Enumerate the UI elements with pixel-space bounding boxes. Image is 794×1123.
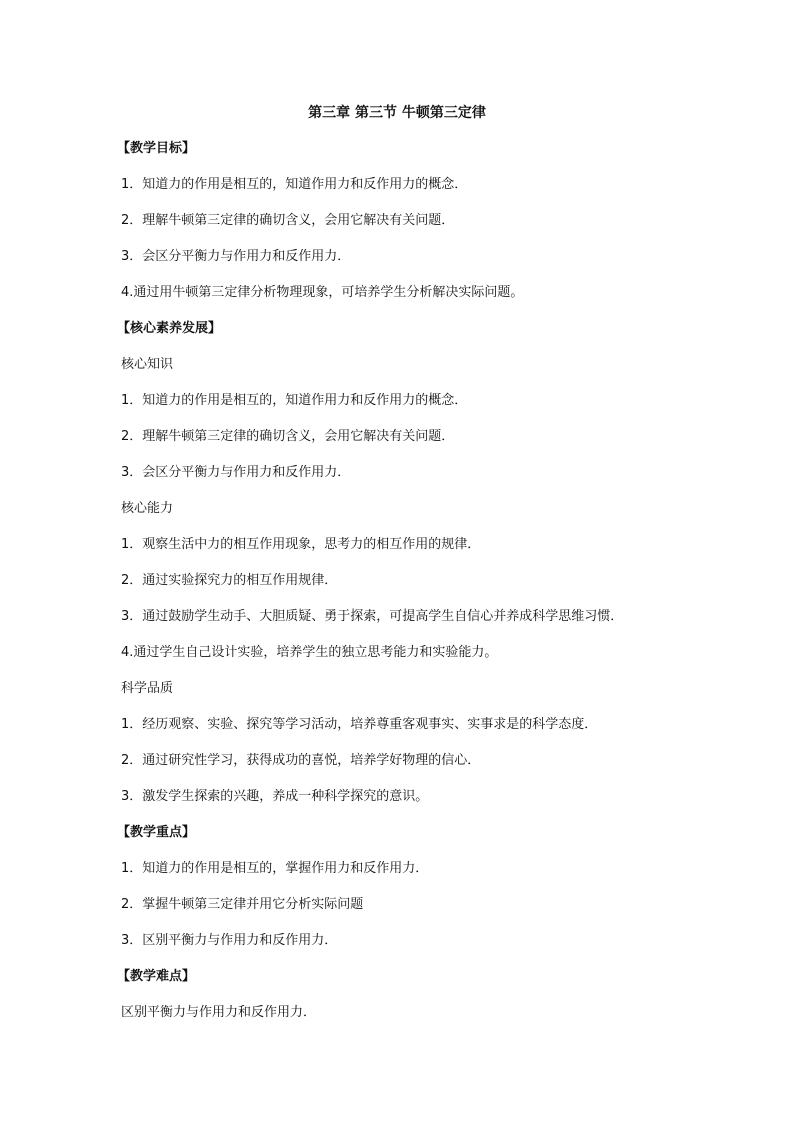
quality-item-2: 2．通过研究性学习，获得成功的喜悦，培养学好物理的信心．	[121, 753, 481, 768]
key-point-item-2: 2．掌握牛顿第三定律并用它分析实际问题	[121, 897, 364, 912]
subheading-core-knowledge: 核心知识	[121, 357, 174, 372]
page-title: 第三章 第三节 牛顿第三定律	[308, 105, 486, 121]
goal-item-4: 4.通过用牛顿第三定律分析物理现象，可培养学生分析解决实际问题。	[121, 285, 524, 300]
difficulty-item-1: 区别平衡力与作用力和反作用力．	[121, 1005, 317, 1020]
goal-item-3: 3．会区分平衡力与作用力和反作用力．	[121, 249, 351, 264]
section-heading-teaching-goals: 【教学目标】	[117, 141, 196, 156]
ability-item-4: 4.通过学生自己设计实验，培养学生的独立思考能力和实验能力。	[121, 645, 498, 660]
goal-item-2: 2．理解牛顿第三定律的确切含义，会用它解决有关问题．	[121, 213, 455, 228]
ability-item-2: 2．通过实验探究力的相互作用规律．	[121, 573, 338, 588]
section-heading-key-points: 【教学重点】	[117, 825, 196, 840]
knowledge-item-1: 1．知道力的作用是相互的，知道作用力和反作用力的概念．	[121, 393, 468, 408]
subheading-scientific-quality: 科学品质	[121, 681, 174, 696]
section-heading-difficulties: 【教学难点】	[117, 969, 196, 984]
key-point-item-3: 3．区别平衡力与作用力和反作用力．	[121, 933, 338, 948]
ability-item-1: 1．观察生活中力的相互作用现象，思考力的相互作用的规律．	[121, 537, 481, 552]
section-heading-core-literacy: 【核心素养发展】	[117, 321, 222, 336]
knowledge-item-3: 3．会区分平衡力与作用力和反作用力．	[121, 465, 351, 480]
knowledge-item-2: 2．理解牛顿第三定律的确切含义，会用它解决有关问题．	[121, 429, 455, 444]
quality-item-1: 1．经历观察、实验、探究等学习活动，培养尊重客观事实、实事求是的科学态度．	[121, 717, 598, 732]
quality-item-3: 3．激发学生探索的兴趣，养成一种科学探究的意识。	[121, 789, 429, 804]
goal-item-1: 1．知道力的作用是相互的，知道作用力和反作用力的概念．	[121, 177, 468, 192]
key-point-item-1: 1．知道力的作用是相互的，掌握作用力和反作用力．	[121, 861, 429, 876]
ability-item-3: 3．通过鼓励学生动手、大胆质疑、勇于探索，可提高学生自信心并养成科学思维习惯．	[121, 609, 624, 624]
subheading-core-ability: 核心能力	[121, 501, 174, 516]
